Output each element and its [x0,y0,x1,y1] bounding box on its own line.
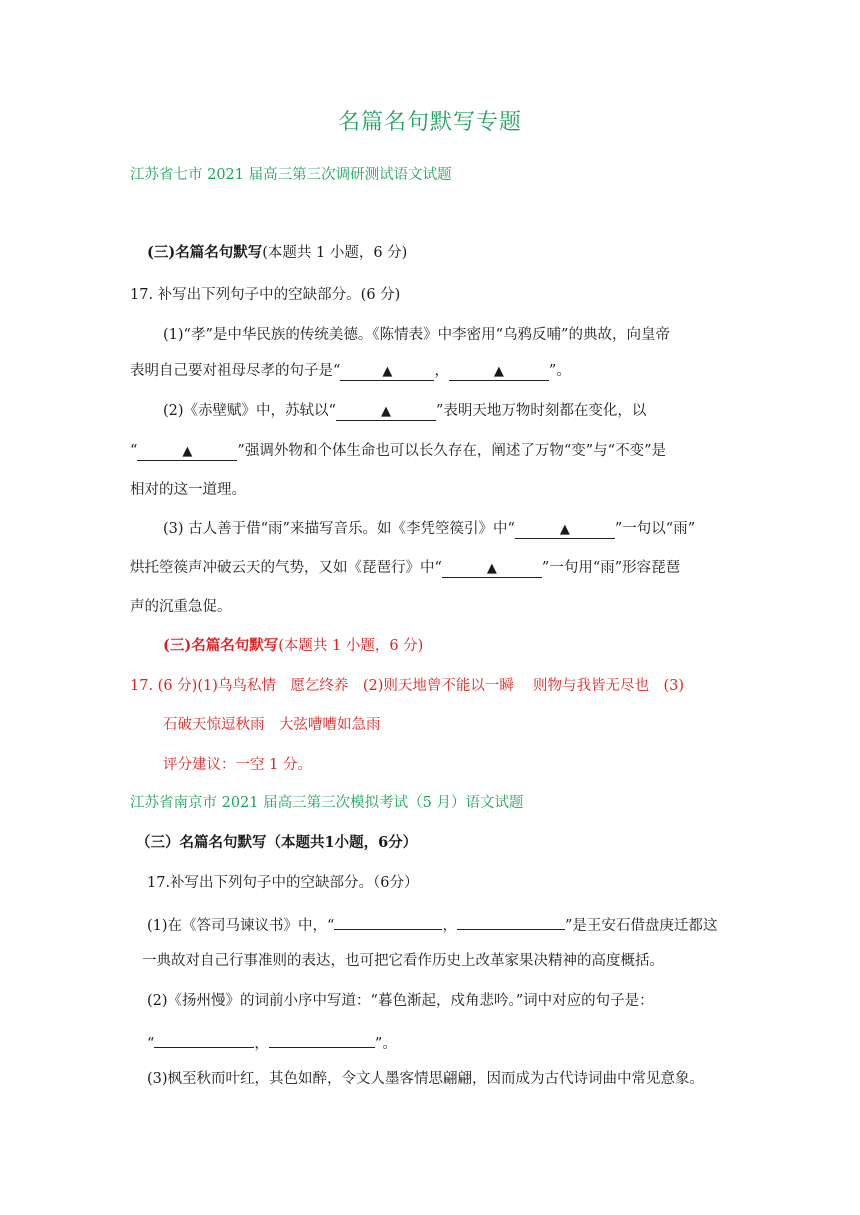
answer-blank[interactable] [269,1030,375,1048]
source-heading-2: 江苏省南京市 2021 届高三第三次模拟考试（5 月）语文试题 [130,795,524,811]
text: ”一句用“雨”形容琵琶 [541,560,681,576]
text: ”一句以“雨” [614,521,696,537]
text: ”表明天地万物时刻都在变化，以 [435,403,647,419]
triangle-icon: ▲ [382,364,393,379]
n2-line2 [147,1030,397,1054]
text: ”是王安石借盘庚迁都这 [564,918,718,934]
text: (1)在《答司马谏议书》中，“ [147,918,335,934]
q17-part1-line2 [130,361,571,381]
answer-section-heading [163,636,423,656]
answer-blank[interactable] [154,1030,254,1048]
text: “ [147,1036,155,1052]
answer-blank[interactable] [457,912,565,930]
text: “ [130,443,138,459]
scoring-note: 评分建议：一空 1 分。 [163,757,312,773]
answer-blank[interactable] [442,560,542,578]
q17-part1-line1: (1)“孝”是中华民族的传统美德。《陈情表》中李密用“乌鸦反哺”的典故，向皇帝 [163,327,670,343]
text: ， [442,918,457,934]
q17-part3-line2 [130,558,680,578]
section-heading-2-text: （三）名篇名句默写（本题共1小题，6分） [136,834,418,851]
triangle-icon: ▲ [182,444,193,459]
answer-blank[interactable] [336,403,436,421]
n2-line1: (2)《扬州慢》的词前小序中写道：“暮色渐起，戍角悲吟。”词中对应的句子是： [147,993,654,1009]
text: 表明自己要对祖母尽孝的句子是“ [130,363,341,379]
answer-line-1: 17. (6 分)(1)乌鸟私情 愿乞终养 (2)则天地曾不能以一瞬 则物与我皆无尽也 (3) [130,678,685,694]
answer-blank[interactable] [515,521,615,539]
text: ”强调外物和个体生命也可以长久存在，阐述了万物“变”与“不变”是 [237,443,666,459]
q17-part2-line2 [130,441,666,461]
source-heading-1: 江苏省七市 2021 届高三第三次调研测试语文试题 [130,167,452,183]
text: (2)《赤壁赋》中，苏轼以“ [163,403,336,419]
n1-line2: 一典故对自己行事准则的表达，也可把它看作历史上改革家果决精神的高度概括。 [142,953,664,969]
section-heading-1 [147,243,407,263]
answer-blank[interactable] [334,912,442,930]
answer-blank[interactable] [449,363,549,381]
section-heading-bold: (三)名篇名句默写 [147,244,263,261]
text: ， [254,1036,269,1052]
triangle-icon: ▲ [486,561,497,576]
section-heading-2 [136,833,417,853]
answer-heading-bold: (三)名篇名句默写 [163,637,279,654]
n1-line1 [147,912,717,936]
answer-blank[interactable] [137,443,237,461]
q17-part2-line3: 相对的这一道理。 [130,482,246,498]
text: ， [434,363,449,379]
triangle-icon: ▲ [559,522,570,537]
question-17-stem: 17. 补写出下列句子中的空缺部分。(6 分) [130,287,401,303]
question-17-stem-2: 17.补写出下列句子中的空缺部分。（6分） [147,875,419,891]
answer-line-2: 石破天惊逗秋雨 大弦嘈嘈如急雨 [163,717,381,733]
text: ”。 [548,363,571,379]
text: ”。 [374,1036,397,1052]
text: 烘托箜篌声冲破云天的气势，又如《琵琶行》中“ [130,560,442,576]
triangle-icon: ▲ [493,364,504,379]
triangle-icon: ▲ [380,404,391,419]
q17-part2-line1 [163,401,646,421]
page-title: 名篇名句默写专题 [337,110,522,135]
answer-blank[interactable] [340,363,434,381]
q17-part3-line3: 声的沉重急促。 [130,599,232,615]
n3-line1: (3)枫至秋而叶红，其色如醉，令文人墨客情思翩翩，因而成为古代诗词曲中常见意象。 [147,1071,705,1087]
q17-part3-line1 [163,519,695,539]
answer-heading-note: (本题共 1 小题，6 分) [278,638,424,654]
text: (3) 古人善于借“雨”来描写音乐。如《李凭箜篌引》中“ [163,521,515,537]
section-heading-note: (本题共 1 小题，6 分) [262,245,408,261]
